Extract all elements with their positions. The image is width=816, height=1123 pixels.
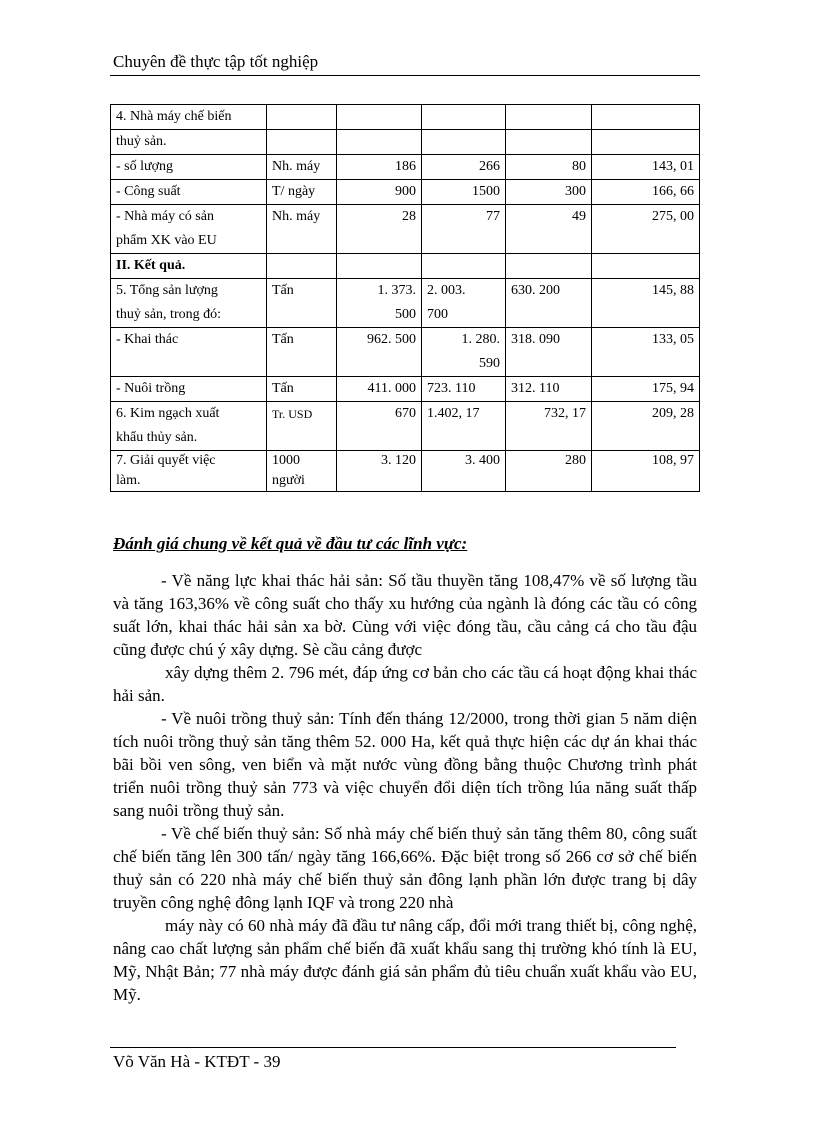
table-cell: 175, 94: [592, 377, 700, 402]
table-cell: [422, 105, 506, 130]
table-cell: [337, 105, 422, 130]
table-cell: 143, 01: [592, 155, 700, 180]
cell-line: 2. 003.: [427, 283, 466, 298]
table-cell: 3. 120: [337, 451, 422, 492]
table-cell: 630. 200: [506, 279, 592, 328]
table-cell: 80: [506, 155, 592, 180]
page-footer: Võ Văn Hà - KTĐT - 39: [113, 1052, 281, 1071]
paragraph: - Về năng lực khai thác hải sản: Số tầu thuyền tăng 108,47% về số lượng tầu và tăng 163,36% về công suất cho thấy xu hướng của ngành là đóng các tầu có công suất lớn, khai thác hải sản xa bờ. Cùng với việc đóng tầu, cầu cảng cá cho tầu đậu cũng được chú ý xây dựng. Sè cầu cảng được: [113, 571, 697, 659]
table-cell: [422, 328, 506, 377]
table-cell: [267, 451, 337, 492]
table-row: [111, 205, 700, 254]
table-cell: 77: [422, 205, 506, 254]
table-cell: II. Kết quả.: [111, 254, 267, 279]
table-cell: 732, 17: [506, 402, 592, 451]
table-cell: [592, 254, 700, 279]
paragraph: - Về chế biến thuỷ sản: Số nhà máy chế biến thuỷ sản tăng thêm 80, công suất chế biến tăng lên 300 tấn/ ngày tăng 166,66%. Đặc biệt trong số 266 cơ sở chế biến thuỷ sản có 220 nhà máy chế biến thuỷ sản đông lạnh phần lớn được trang bị dây truyền công nghệ đông lạnh IQF và trong 220 nhà: [113, 824, 697, 912]
table-row: [111, 130, 700, 155]
table-cell: [506, 130, 592, 155]
cell-line: khẩu thủy sản.: [116, 430, 198, 445]
table-cell: - Khai thác: [111, 328, 267, 377]
footer-divider: [110, 1047, 676, 1048]
table-cell: 318. 090: [506, 328, 592, 377]
table-cell: 108, 97: [592, 451, 700, 492]
table-cell: 28: [337, 205, 422, 254]
table-row: [111, 377, 700, 402]
table-cell: [506, 254, 592, 279]
table-cell: 723. 110: [422, 377, 506, 402]
table-row: [111, 402, 700, 451]
table-cell: 670: [337, 402, 422, 451]
table-row: [111, 105, 700, 130]
table-cell: 280: [506, 451, 592, 492]
cell-line: - Nhà máy có sản: [116, 209, 214, 224]
table-cell: Tấn: [267, 328, 337, 377]
cell-line: làm.: [116, 473, 141, 488]
table-cell: [506, 105, 592, 130]
table-cell: [592, 130, 700, 155]
cell-line: 6. Kim ngạch xuất: [116, 406, 220, 421]
cell-line: người: [272, 473, 305, 488]
table-row: [111, 451, 700, 492]
table-cell: Nh. máy: [267, 205, 337, 254]
section-heading: Đánh giá chung về kết quả về đầu tư các lĩnh vực:: [113, 534, 468, 553]
table-cell: 275, 00: [592, 205, 700, 254]
cell-line: 1. 373.: [377, 283, 416, 298]
table-cell: 300: [506, 180, 592, 205]
statistics-table: [110, 104, 700, 492]
table-cell: [422, 279, 506, 328]
cell-line: 5. Tổng sản lượng: [116, 283, 218, 298]
cell-line: 7. Giải quyết việc: [116, 453, 216, 468]
table-cell: 1.402, 17: [422, 402, 506, 451]
table-cell: 4. Nhà máy chế biến: [111, 105, 267, 130]
table-cell: 900: [337, 180, 422, 205]
table-cell: [592, 105, 700, 130]
table-cell: 209, 28: [592, 402, 700, 451]
table-cell: [111, 279, 267, 328]
paragraph: xây dựng thêm 2. 796 mét, đáp ứng cơ bản cho các tầu cá hoạt động khai thác hải sản.: [113, 663, 697, 705]
table-cell: 166, 66: [592, 180, 700, 205]
table-cell: 1500: [422, 180, 506, 205]
table-cell: 49: [506, 205, 592, 254]
table-cell: T/ ngày: [267, 180, 337, 205]
table-row: [111, 180, 700, 205]
table-cell: 962. 500: [337, 328, 422, 377]
table-row: [111, 155, 700, 180]
table-cell: 3. 400: [422, 451, 506, 492]
table-cell: [267, 105, 337, 130]
body-text: [113, 569, 697, 1006]
cell-line: 1. 280.: [461, 332, 500, 347]
table-cell: [422, 254, 506, 279]
table-cell: [422, 130, 506, 155]
table-cell: [111, 402, 267, 451]
table-cell: 411. 000: [337, 377, 422, 402]
header-divider: [110, 75, 700, 76]
table-cell: 145, 88: [592, 279, 700, 328]
table-cell: - Nuôi trồng: [111, 377, 267, 402]
table-cell: Tr. USD: [267, 402, 337, 451]
table-cell: thuỷ sản.: [111, 130, 267, 155]
cell-line: 700: [427, 307, 448, 322]
table-cell: - số lượng: [111, 155, 267, 180]
table-cell: 133, 05: [592, 328, 700, 377]
table-cell: Tấn: [267, 377, 337, 402]
page-header-title: Chuyên đề thực tập tốt nghiệp: [113, 52, 319, 71]
table-cell: Tấn: [267, 279, 337, 328]
table-row: [111, 328, 700, 377]
table-cell: [337, 254, 422, 279]
paragraph: máy này có 60 nhà máy đã đầu tư nâng cấp, đổi mới trang thiết bị, công nghệ, nâng cao chất lượng sản phẩm chế biến đã xuất khẩu sang thị trường khó tính là EU, Mỹ, Nhật Bản; 77 nhà máy được đánh giá sản phẩm đủ tiêu chuẩn xuất khẩu vào EU, Mỹ.: [113, 916, 697, 1004]
table-cell: 266: [422, 155, 506, 180]
table-cell: [267, 130, 337, 155]
table-cell: Nh. máy: [267, 155, 337, 180]
table-cell: [111, 451, 267, 492]
table-cell: 186: [337, 155, 422, 180]
cell-line: 500: [395, 307, 416, 322]
table-cell: 312. 110: [506, 377, 592, 402]
table-cell: [111, 205, 267, 254]
cell-line: thuỷ sản, trong đó:: [116, 307, 221, 322]
table-cell: [337, 130, 422, 155]
table-row: [111, 279, 700, 328]
table-cell: [267, 254, 337, 279]
cell-line: 590: [479, 356, 500, 371]
table-cell: [337, 279, 422, 328]
cell-line: 1000: [272, 453, 300, 468]
cell-line: phẩm XK vào EU: [116, 233, 217, 248]
table-row: [111, 254, 700, 279]
table-cell: - Công suất: [111, 180, 267, 205]
paragraph: - Về nuôi trồng thuỷ sản: Tính đến tháng 12/2000, trong thời gian 5 năm diện tích nuôi trồng thuỷ sản tăng thêm 52. 000 Ha, kết quả thực hiện các dự án khai thác bãi bồi ven sông, ven biển và mặt nước vùng đồng bằng thuộc Chương trình phát triển nuôi trồng thuỷ sản 773 và việc chuyển đổi diện tích trồng lúa năng suất thấp sang nuôi trồng thuỷ sản.: [113, 709, 697, 820]
